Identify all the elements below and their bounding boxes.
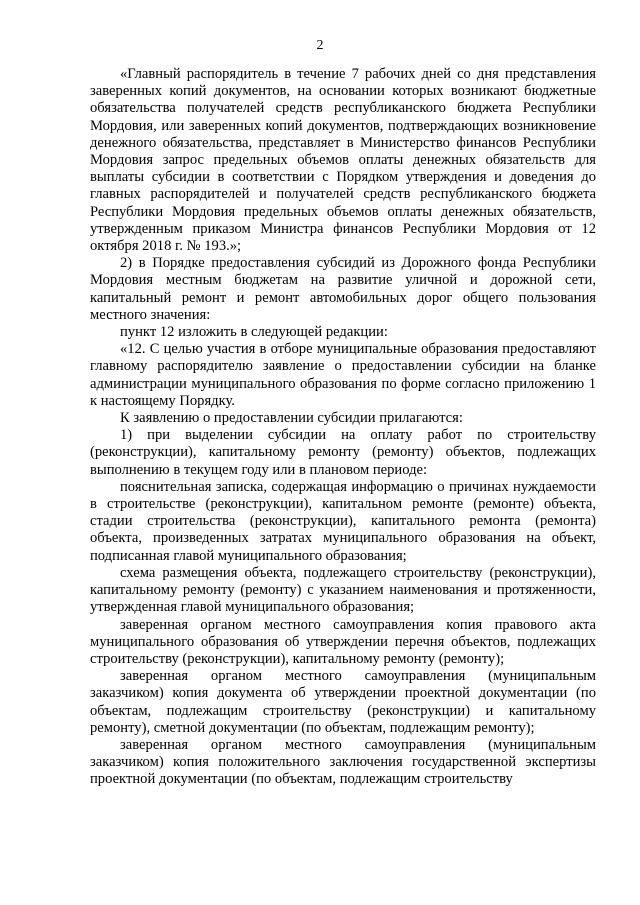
paragraph-clause-12-intro: пункт 12 изложить в следующей редакции: xyxy=(120,324,388,341)
paragraph-clause-12-text: «12. С целью участия в отборе муниципальные образования предоставляют главному распорядителю заявление о предоставлении субсидии на бланке администрации муниципального образования по форме согласно приложению 1 к настоящему Порядку. xyxy=(90,341,596,409)
paragraph-quote-main-distributor: «Главный распорядитель в течение 7 рабочих дней со дня представления заверенных копий документов, на основании которых возникают бюджетные обязательства получателей средств республиканского бюджета Республики Мордовия, или заверенных копий документов, подтверждающих возникновение денежного обязательства, представляет в Министерство финансов Республики Мордовия запрос предельных объемов оплаты денежных обязательств для выплаты субсидии в соответствии с Порядком утверждения и доведения до главных распорядителей и получателей средств республиканского бюджета Республики Мордовия предельных объемов оплаты денежных обязательств, утвержденным приказом Министра финансов Республики Мордовия от 12 октября 2018 г. № 193.»; xyxy=(90,66,596,255)
paragraph-attachments-intro: К заявлению о предоставлении субсидии прилагаются: xyxy=(120,410,463,427)
paragraph-legal-act-copy: заверенная органом местного самоуправления копия правового акта муниципального образования об утверждении перечня объектов, подлежащих строительству (реконструкции), капитальному ремонту (ремонту); xyxy=(90,616,596,667)
page-number: 2 xyxy=(316,38,324,53)
paragraph-subitem-1: 1) при выделении субсидии на оплату работ по строительству (реконструкции), капитальному ремонту (ремонту) объектов, подлежащих выполнению в текущем году или в плановом периоде: xyxy=(90,427,596,478)
document-body xyxy=(90,66,596,789)
paragraph-placement-scheme: схема размещения объекта, подлежащего строительству (реконструкции), капитальному ремонту (ремонту) с указанием наименования и протяженности, утвержденная главой муниципального образования; xyxy=(90,564,596,616)
paragraph-item-2-procedure: 2) в Порядке предоставления субсидий из Дорожного фонда Республики Мордовия местным бюджетам на развитие уличной и дорожной сети, капитальный ремонт и ремонт автомобильных дорог общего пользования местного значения: xyxy=(90,255,596,323)
paragraph-explanatory-note: пояснительная записка, содержащая информацию о причинах нуждаемости в строительстве (реконструкции), капитальном ремонте (ремонте) объекта, стадии строительства (реконструкции), капитального ремонта (ремонта) объекта, произведенных затратах муниципального образования на объект, подписанная главой муниципального образования; xyxy=(90,478,596,564)
paragraph-expertise-copy: заверенная органом местного самоуправления (муниципальным заказчиком) копия положительного заключения государственной экспертизы проектной документации (по объектам, подлежащим строительству xyxy=(90,736,596,788)
paragraph-design-docs-copy: заверенная органом местного самоуправления (муниципальным заказчиком) копия документа об утверждении проектной документации (по объектам, подлежащим строительству (реконструкции) и капитальному ремонту), сметной документации (по объектам, подлежащим ремонту); xyxy=(90,668,596,736)
